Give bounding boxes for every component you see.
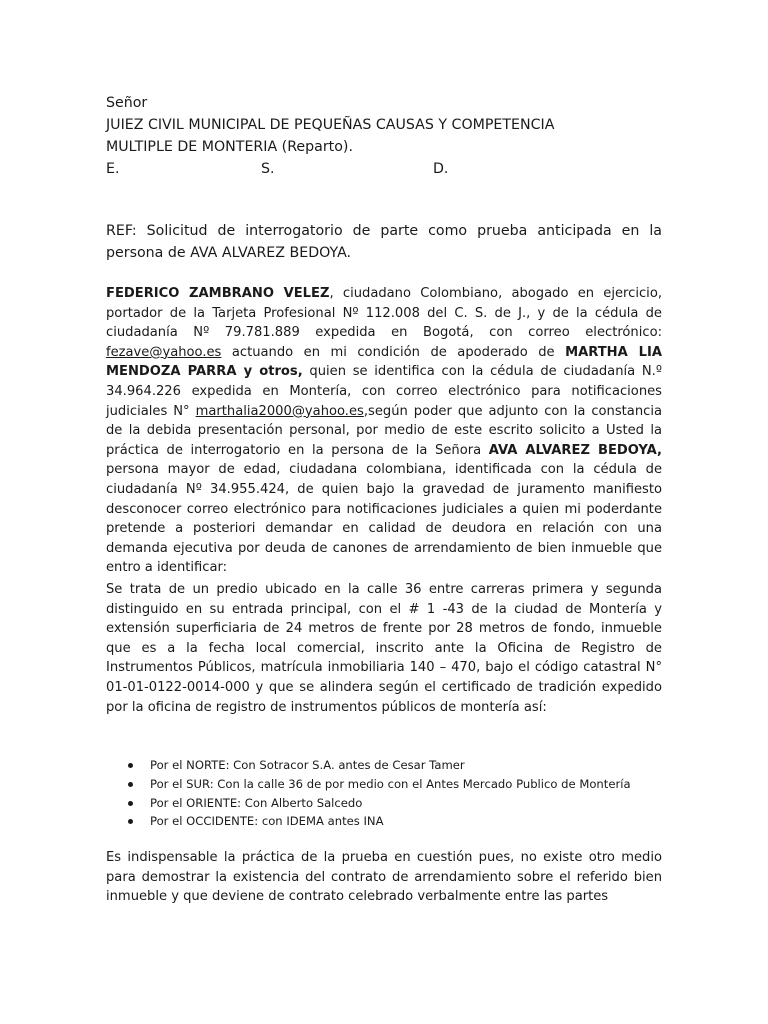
boundary-north: Por el NORTE: Con Sotracor S.A. antes de Cesar Tamer (150, 758, 465, 772)
boundary-south: Por el SUR: Con la calle 36 de por medio con el Antes Mercado Publico de Montería (150, 776, 631, 791)
client-email-link[interactable]: marthalia2000@yahoo.es (195, 403, 364, 419)
boundary-east: Por el ORIENTE: Con Alberto Salcedo (150, 795, 363, 810)
respondent-name: AVA ALVAREZ BEDOYA, (488, 442, 663, 458)
list-item (128, 756, 668, 775)
boundaries-list (128, 756, 668, 831)
reference-line: REF: Solicitud de interrogatorio de parte como prueba anticipada en la persona de AVA ALVAREZ BEDOYA. (106, 223, 662, 261)
intro-paragraph (106, 284, 662, 578)
bullet-icon (128, 801, 133, 806)
property-paragraph: Se trata de un predio ubicado en la calle 36 entre carreras primera y segunda distinguido en su entrada principal, con el # 1 -43 de la ciudad de Montería y extensión superficiaria de 24 metros de frente por 28 metros de fondo, inmueble que es a la fecha local comercial, inscrito ante la Oficina de Registro de Instrumentos Públicos, matrícula inmobiliaria 140 – 470, bajo el código catastral N° 01-01-0122-0014-000 y que se alindera según el certificado de tradición expedido por la oficina de registro de instrumentos públicos de montería así: (106, 582, 662, 715)
list-item (128, 812, 668, 831)
client-name: MARTHA LIA MENDOZA PARRA y otros, (106, 344, 662, 380)
bullet-icon (128, 782, 133, 787)
esd-d: D. (433, 161, 449, 177)
bullet-icon (128, 819, 133, 824)
esd-s: S. (261, 161, 275, 177)
esd-line (106, 158, 662, 180)
addressee-block (106, 92, 662, 180)
intro-text-a: , ciudadano Colombiano, abogado en ejercicio, portador de la Tarjeta Profesional Nº 112.008 del C. S. de J., y de la cédula de ciudadanía Nº 79.781.889 expedida en Bogotá, con correo electrónico: (106, 286, 662, 341)
esd-e: E. (106, 161, 120, 177)
list-item (128, 794, 668, 813)
bullet-icon (128, 763, 133, 768)
intro-text-c: quien se identifica con la cédula de ciudadanía N.º 34.964.226 expedida en Montería, con correo electrónico para notificaciones judiciales N° (106, 364, 662, 419)
boundary-west: Por el OCCIDENTE: con IDEMA antes INA (150, 814, 384, 829)
court-name-line-2: MULTIPLE DE MONTERIA (Reparto). (106, 139, 353, 155)
author-email-link[interactable]: fezave@yahoo.es (106, 344, 222, 360)
salutation: Señor (106, 95, 148, 111)
intro-text-d: ,según poder que adjunto con la constancia de la debida presentación personal, por medio de este escrito solicito a Usted la práctica de interrogatorio en la persona de la Señora (106, 403, 662, 458)
court-name-line-1: JUIEZ CIVIL MUNICIPAL DE PEQUEÑAS CAUSAS Y COMPETENCIA (106, 117, 555, 133)
author-name: FEDERICO ZAMBRANO VELEZ (106, 286, 330, 301)
intro-text-e: persona mayor de edad, ciudadana colombiana, identificada con la cédula de ciudadanía Nº 34.955.424, de quien bajo la gravedad de juramento manifiesto desconocer correo electrónico para notificaciones judiciales a quien mi poderdante pretende a posteriori demandar en calidad de deudora en relación con una demanda ejecutiva por deuda de canones de arrendamiento de bien inmueble que entro a identificar: (106, 462, 662, 576)
justification-paragraph: Es indispensable la práctica de la prueba en cuestión pues, no existe otro medio para demostrar la existencia del contrato de arrendamiento sobre el referido bien inmueble y que deviene de contrato celebrado verbalmente entre las partes (106, 850, 662, 905)
intro-text-b: actuando en mi condición de apoderado de (221, 344, 566, 360)
list-item (128, 775, 668, 794)
